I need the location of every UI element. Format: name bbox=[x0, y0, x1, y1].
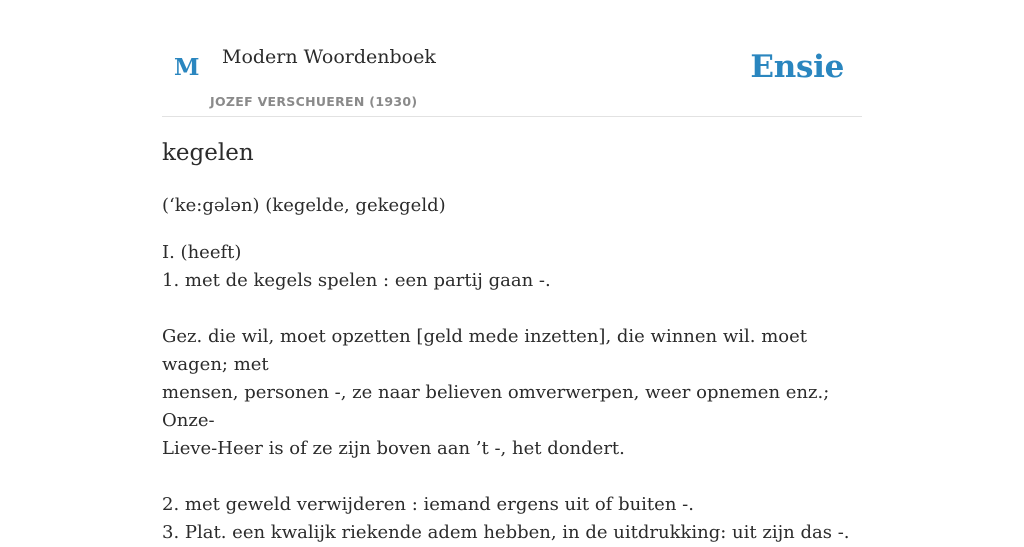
book-title[interactable]: Modern Woordenboek bbox=[222, 46, 436, 68]
entry-headword: kegelen bbox=[162, 140, 254, 166]
paragraph-gap bbox=[162, 463, 862, 491]
book-author: JOZEF VERSCHUEREN (1930) bbox=[210, 94, 418, 109]
ensie-brand-logo[interactable]: Ensie bbox=[750, 49, 844, 85]
sense-1: 1. met de kegels spelen : een partij gaan -. bbox=[162, 270, 551, 291]
dictionary-logo[interactable]: M bbox=[174, 54, 200, 81]
idiom-line-3: Lieve-Heer is of ze zijn boven aan ’t -, het dondert. bbox=[162, 438, 625, 459]
paragraph-gap bbox=[162, 295, 862, 323]
entry-pronunciation: (ʻke:gələn) (kegelde, gekegeld) bbox=[162, 195, 446, 216]
page-container bbox=[162, 0, 862, 543]
sense-2: 2. met geweld verwijderen : iemand ergens uit of buiten -. bbox=[162, 494, 694, 515]
dictionary-header bbox=[162, 0, 862, 117]
entry-definition bbox=[162, 239, 862, 547]
sense-3: 3. Plat. een kwalijk riekende adem hebben, in de uitdrukking: uit zijn das -. bbox=[162, 522, 850, 543]
idiom-line-1: Gez. die wil, moet opzetten [geld mede inzetten], die winnen wil. moet wagen; met bbox=[162, 326, 808, 375]
entry-group-label: I. (heeft) bbox=[162, 242, 242, 263]
idiom-line-2: mensen, personen -, ze naar believen omverwerpen, weer opnemen enz.; Onze- bbox=[162, 382, 830, 431]
